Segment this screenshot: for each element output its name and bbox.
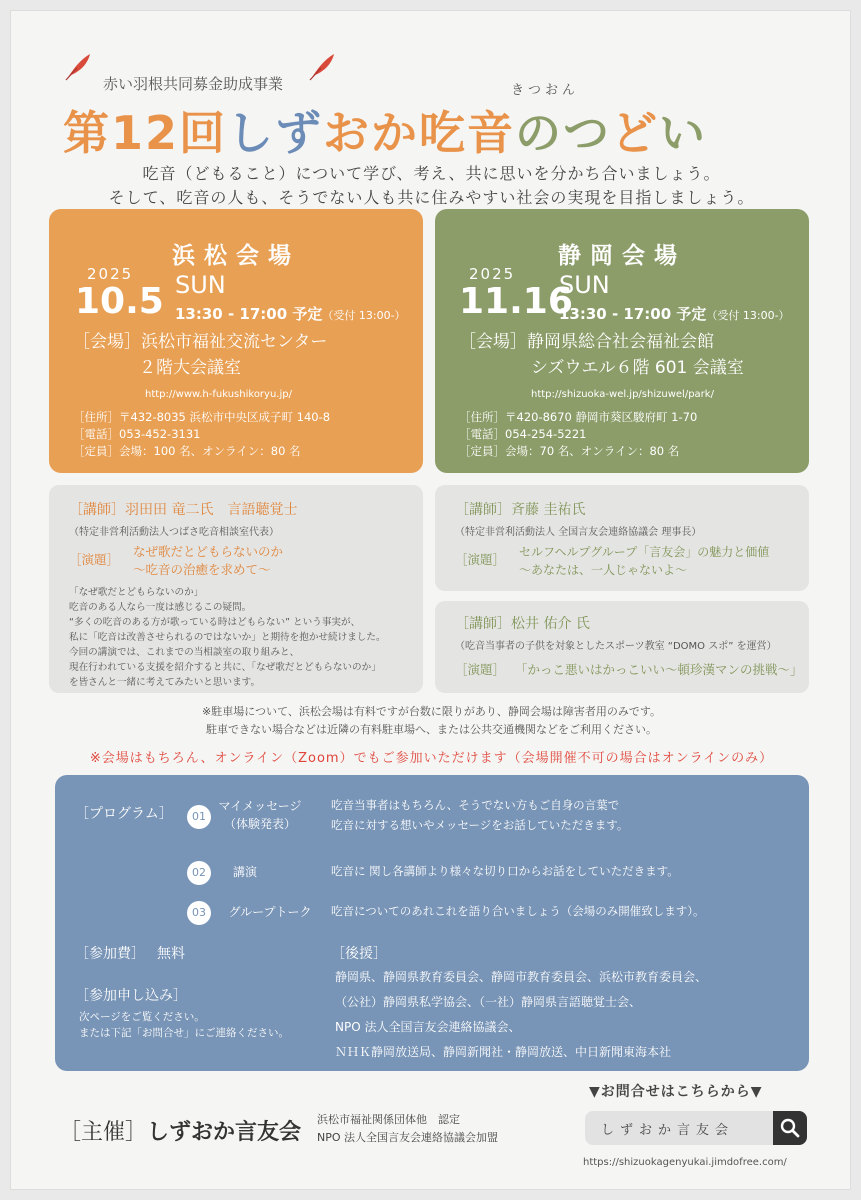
online-note: ※会場はもちろん、オンライン（Zoom）でもご参加いただけます（会場開催不可の場合はオンラインのみ） xyxy=(89,751,774,766)
supporter-line: 静岡県、静岡県教育委員会、静岡市教育委員会、浜松市教育委員会、 xyxy=(335,970,708,984)
search-query[interactable]: しずおか言友会 xyxy=(601,1123,735,1138)
title-char: の xyxy=(515,106,564,160)
venue-url[interactable]: http://www.h-fukushikoryu.jp/ xyxy=(145,389,292,400)
lecturer-description xyxy=(69,585,386,690)
title-char: か xyxy=(371,106,420,160)
description-line: “多くの吃音のある方が歌っている時はどもらない” という事実が、 xyxy=(69,617,361,628)
theme-line-1: セルフヘルプグループ「言友会」の魅力と価値 xyxy=(519,545,770,559)
lecturer-1-card xyxy=(49,485,423,693)
search-box[interactable] xyxy=(585,1111,807,1145)
venue-address: ［住所］〒420-8670 静岡市葵区駿府町 1-70 xyxy=(459,410,698,424)
venue-capacity: ［定員］会場：70 名、オンライン：80 名 xyxy=(459,444,680,458)
website-url[interactable]: https://shizuokagenyukai.jimdofree.com/ xyxy=(583,1157,787,1168)
fee-value: 無料 xyxy=(157,946,185,962)
flyer-page xyxy=(10,10,851,1190)
venue-address: ［住所］〒432-8035 浜松市中央区成子町 140-8 xyxy=(73,410,331,424)
parking-note-1: ※駐車場について、浜松会場は有料ですが台数に限りがあり、静岡会場は障害者用のみです。 xyxy=(202,705,661,718)
apply-text: 次ページをご覧ください。 xyxy=(79,1011,205,1023)
lecturer-3-card xyxy=(435,601,809,693)
theme-label: ［演題］ xyxy=(455,552,506,567)
title-char: ど xyxy=(611,106,660,160)
apply-label: ［参加申し込み］ xyxy=(75,988,187,1004)
shizuoka-venue-card xyxy=(435,209,809,473)
description-line: 現在行われている支援を紹介すると共に、「なぜ歌だとどもらないのか」 xyxy=(69,662,381,673)
theme-line-2: 〜吃音の治癒を求めて〜 xyxy=(133,562,271,577)
search-icon xyxy=(773,1111,807,1145)
event-date: 10.5 xyxy=(75,281,164,322)
title-char: お xyxy=(323,106,372,160)
venue-name: 静岡会場 xyxy=(558,243,686,269)
title-char: し xyxy=(227,106,276,160)
program-panel xyxy=(55,775,809,1071)
program-item-desc: 吃音に対する想いやメッセージをお話していただきます。 xyxy=(331,818,629,832)
organizer xyxy=(59,1115,301,1146)
lead-line-1: 吃音（どもること）について学び、考え、共に思いを分かち合いましょう。 xyxy=(142,164,721,183)
support-label: ［後援］ xyxy=(331,946,387,962)
organizer-label: ［主催］ xyxy=(59,1120,148,1145)
event-time: 13:30 - 17:00 予定 xyxy=(175,305,323,323)
theme-line-2: 〜あなたは、一人じゃないよ〜 xyxy=(519,563,688,577)
description-line: 今回の講演では、これまでの当相談室の取り組みと、 xyxy=(69,647,300,658)
program-item-desc: 吃音当事者はもちろん、そうでない方もご自身の言葉で xyxy=(331,798,620,812)
lecturer-role: ［講師］松井 佑介 氏 xyxy=(455,616,590,632)
program-item-sub: （体験発表） xyxy=(223,817,296,831)
event-title xyxy=(63,97,707,163)
program-item-name: マイメッセージ xyxy=(218,799,302,813)
title-char: 1 xyxy=(111,106,146,160)
apply-text: または下記「お問合せ」にご連絡ください。 xyxy=(79,1027,289,1039)
hamamatsu-venue-card xyxy=(49,209,423,473)
supporter-line: NPO 法人全国言友会連絡協議会、 xyxy=(335,1020,521,1034)
event-weekday: SUN xyxy=(559,271,610,299)
program-item-desc: 吃音に 関し各講師より様々な切り口からお話をしていただきます。 xyxy=(331,864,679,878)
title-char: つ xyxy=(563,106,612,160)
certification-line: NPO 法人全国言友会連絡協議会加盟 xyxy=(317,1131,499,1144)
venue-capacity: ［定員］会場：100 名、オンライン：80 名 xyxy=(73,444,301,458)
venue-name: 浜松会場 xyxy=(172,243,300,269)
venue-place-2: ２階大会議室 xyxy=(139,358,241,378)
reception-time: （受付 13:00-） xyxy=(322,309,406,322)
supporter-line: （公社）静岡県私学協会、（一社）静岡県言語聴覚士会、 xyxy=(335,995,642,1009)
program-item-name: グループトーク xyxy=(228,905,312,919)
certification-line: 浜松市福祉関係団体他 認定 xyxy=(317,1113,460,1126)
description-line: 私に「吃音は改善させられるのではないか」と期待を抱かせ続けました。 xyxy=(69,632,386,643)
parking-note-2: 駐車できない場合などは近隣の有料駐車場へ、または公共交通機関などをご利用ください。 xyxy=(206,723,657,736)
program-item-desc: 吃音についてのあれこれを語り合いましょう（会場のみ開催致します）。 xyxy=(331,904,705,918)
theme-label: ［演題］ xyxy=(455,662,506,677)
title-char: 2 xyxy=(145,106,180,160)
event-date: 11.16 xyxy=(459,281,573,322)
lecturer-affiliation: （特定非営利活動法人つばさ吃音相談室代表） xyxy=(69,527,279,538)
program-number: 01 xyxy=(187,805,211,829)
venue-url[interactable]: http://shizuoka-wel.jp/shizuwel/park/ xyxy=(531,389,714,400)
lecturer-role: ［講師］斉藤 圭祐氏 xyxy=(455,502,586,518)
fee-label: ［参加費］ xyxy=(75,946,145,962)
red-feather-icon xyxy=(63,51,93,81)
venue-place-1: ［会場］浜松市福祉交流センター xyxy=(73,332,328,352)
description-line: 「なぜ歌だとどもらないのか」 xyxy=(69,587,204,598)
program-item-name: 講演 xyxy=(232,865,257,879)
event-time: 13:30 - 17:00 予定 xyxy=(559,305,707,323)
lead-line-2: そして、吃音の人も、そうでない人も共に住みやすい社会の実現を目指しましょう。 xyxy=(108,188,755,207)
program-number: 03 xyxy=(187,901,211,925)
lecturer-affiliation: （特定非営利活動法人 全国言友会連絡協議会 理事長） xyxy=(455,527,702,538)
inquiry-heading: ▼お問合せはこちらから▼ xyxy=(589,1084,763,1100)
lecturer-2-card xyxy=(435,485,809,591)
title-char: 吃 xyxy=(419,106,468,160)
theme-line-1: 「かっこ悪いはかっこいい〜頓珍漢マンの挑戦〜」 xyxy=(515,662,803,677)
event-year: 2025 xyxy=(87,265,134,283)
venue-place-2: シズウエル６階 601 会議室 xyxy=(531,358,744,378)
lecturer-affiliation: （吃音当事者の子供を対象としたスポーツ教室 “DOMO スポ” を運営） xyxy=(455,641,777,652)
venue-phone: ［電話］054-254-5221 xyxy=(459,427,587,441)
program-number: 02 xyxy=(187,861,211,885)
subsidy-label: 赤い羽根共同募金助成事業 xyxy=(103,75,284,93)
red-feather-icon xyxy=(307,51,337,81)
lecturer-role: ［講師］羽田田 竜二氏 言語聴覚士 xyxy=(69,502,298,518)
event-weekday: SUN xyxy=(175,271,226,299)
title-char: 回 xyxy=(179,106,228,160)
venue-phone: ［電話］053-452-3131 xyxy=(73,427,201,441)
supporter-line: ＮＨＫ静岡放送局、静岡新聞社・静岡放送、中日新聞東海本社 xyxy=(335,1045,672,1059)
title-char: ず xyxy=(275,106,324,160)
theme-line-1: なぜ歌だとどもらないのか xyxy=(133,544,284,559)
program-label: ［プログラム］ xyxy=(75,806,173,822)
title-char: 音 xyxy=(467,106,516,160)
title-char: 第 xyxy=(63,106,111,160)
description-line: を皆さんと一緒に考えてみたいと思います。 xyxy=(69,677,261,688)
search-button[interactable] xyxy=(773,1111,807,1145)
title-char: い xyxy=(659,106,708,160)
theme-label: ［演題］ xyxy=(69,552,120,567)
organizer-name: しずおか言友会 xyxy=(147,1120,302,1145)
event-year: 2025 xyxy=(469,265,516,283)
venue-place-1: ［会場］静岡県総合社会福祉会館 xyxy=(459,332,714,352)
description-line: 吃音のある人なら一度は感じるこの疑問。 xyxy=(69,602,252,613)
reception-time: （受付 13:00-） xyxy=(706,309,790,322)
title-ruby: きつおん xyxy=(511,83,580,98)
